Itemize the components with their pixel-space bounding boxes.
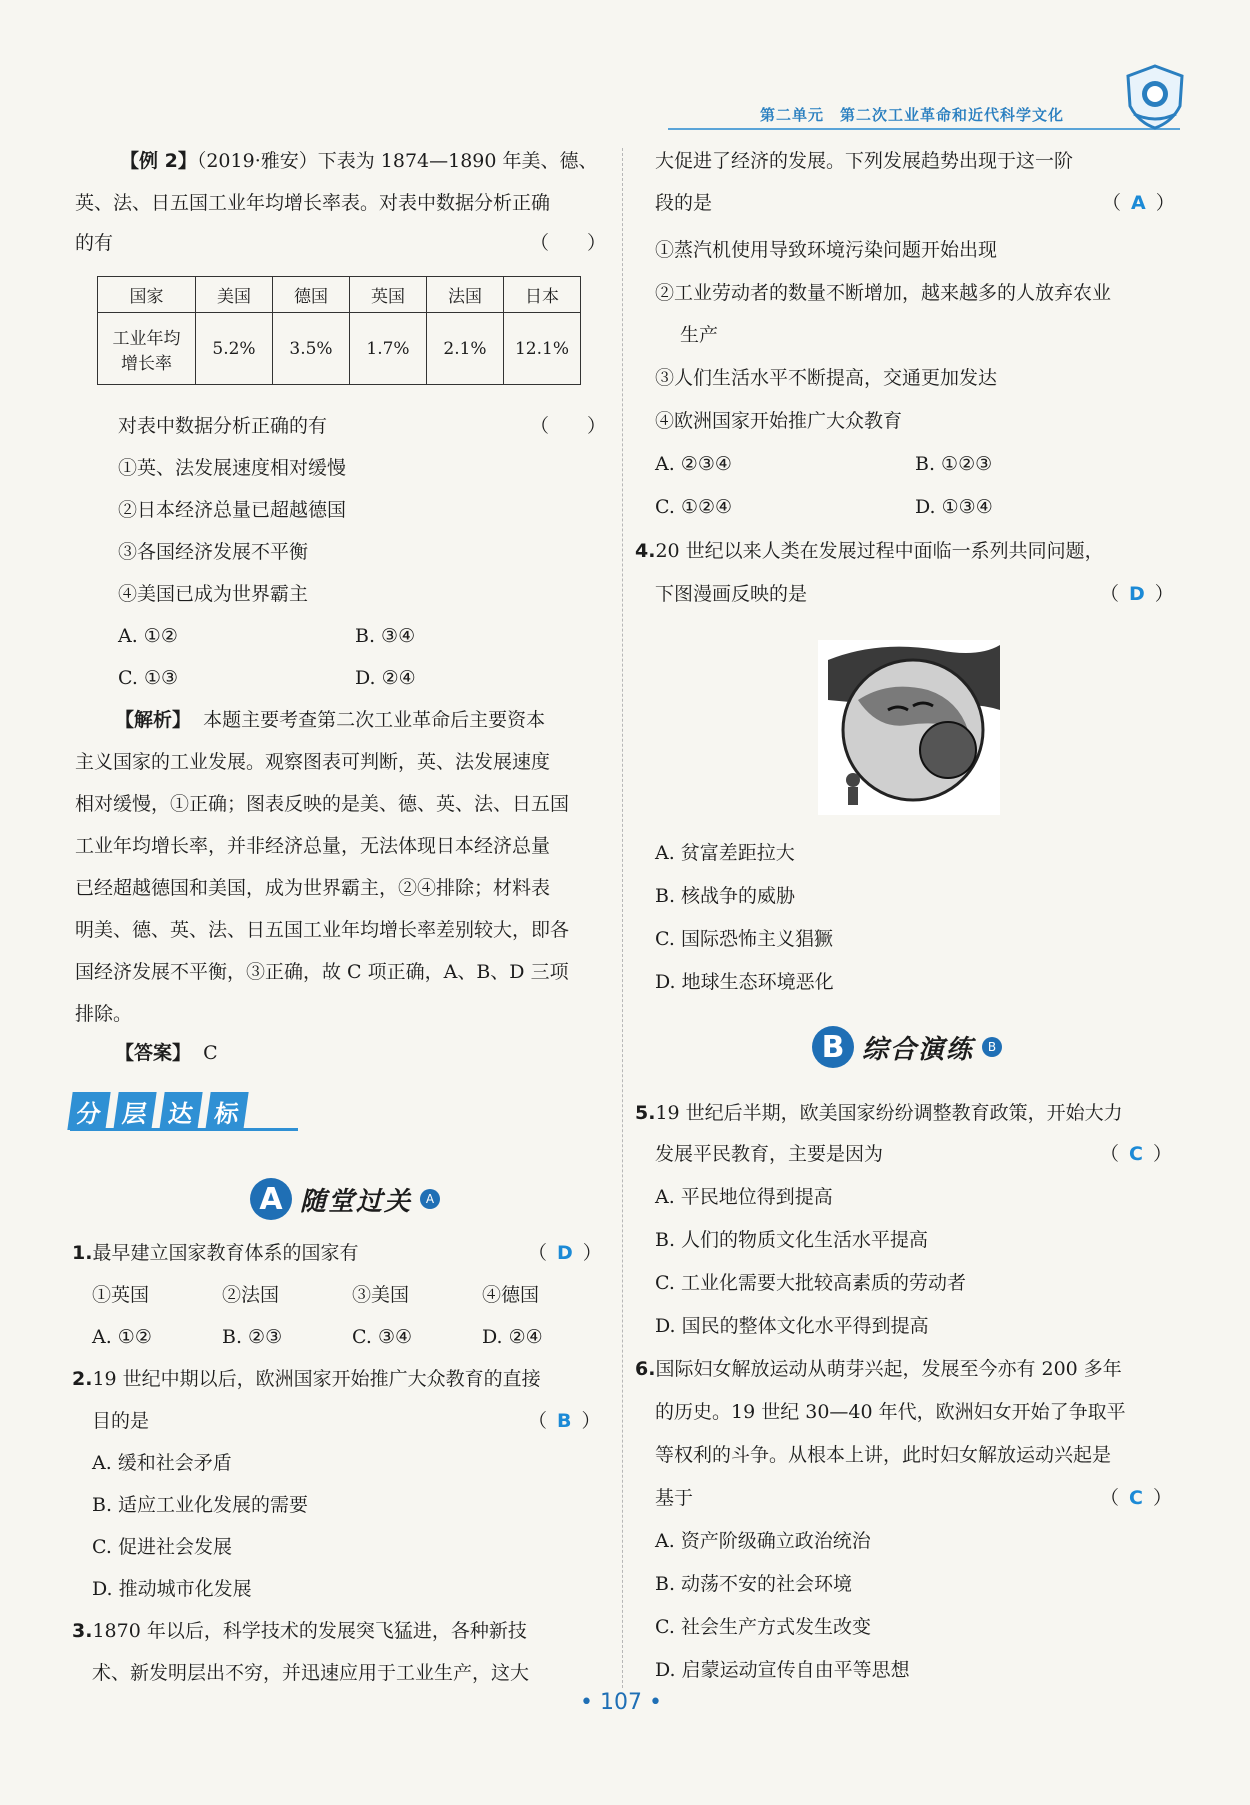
q6-choice-c: C. 社会生产方式发生改变 — [655, 1616, 871, 1638]
section-b-sub: B — [982, 1037, 1002, 1057]
table-country: 英国 — [350, 277, 427, 313]
example-stem-line-2: 英、法、日五国工业年均增长率表。对表中数据分析正确 — [75, 192, 551, 214]
answer-line — [115, 1040, 218, 1066]
table-header-label: 国家 — [98, 277, 196, 313]
header-rule — [668, 128, 1180, 130]
q4-stem-line-1: 4.20 世纪以来人类在发展过程中面临一系列共同问题， — [635, 540, 1104, 562]
q5-stem-line-2: 发展平民教育，主要是因为 — [655, 1143, 884, 1165]
q6-stem-line-4: 基于 — [655, 1487, 694, 1509]
banner-char: 层 — [113, 1092, 156, 1130]
table-value: 1.7% — [350, 313, 427, 385]
q5-stem-line-1: 5.19 世纪后半期，欧美国家纷纷调整教育政策，开始大力 — [635, 1102, 1123, 1124]
table-country: 法国 — [427, 277, 504, 313]
q1-choice-b: B. ②③ — [222, 1326, 283, 1348]
q4-choice-c: C. 国际恐怖主义猖獗 — [655, 928, 833, 950]
analysis-line-1: 【解析】 本题主要考查第二次工业革命后主要资本 — [115, 709, 546, 731]
analysis-line: 相对缓慢，①正确；图表反映的是美、德、英、法、日五国 — [75, 793, 570, 815]
example-stem-line-1: 【例 2】（2019·雅安）下表为 1874—1890 年美、德、 — [120, 150, 598, 172]
q4-answer: （ D ） — [1100, 583, 1174, 605]
table-country: 美国 — [196, 277, 273, 313]
chapter-header: 第二单元 第二次工业革命和近代科学文化 — [760, 106, 1065, 124]
q6-choice-b: B. 动荡不安的社会环境 — [655, 1573, 853, 1595]
example-choice-c: C. ①③ — [118, 667, 179, 689]
example-stem-line-3: 的有 — [75, 232, 114, 254]
q2-stem-line-1: 2.19 世纪中期以后，欧洲国家开始推广大众教育的直接 — [72, 1368, 541, 1390]
banner-char: 达 — [159, 1092, 202, 1130]
q3-option: ②工业劳动者的数量不断增加，越来越多的人放弃农业 — [655, 282, 1112, 304]
banner-char: 分 — [67, 1092, 110, 1130]
q4-stem-line-2: 下图漫画反映的是 — [655, 583, 808, 605]
q6-stem-line-1: 6.国际妇女解放运动从萌芽兴起，发展至今亦有 200 多年 — [635, 1358, 1122, 1380]
analysis-tag: 【解析】 — [115, 709, 192, 731]
q3-stem-line-3: 大促进了经济的发展。下列发展趋势出现于这一阶 — [655, 150, 1074, 172]
q4-choice-b: B. 核战争的威胁 — [655, 885, 796, 907]
example-paren: （ ） — [530, 232, 607, 254]
q6-answer: （ C ） — [1100, 1487, 1172, 1509]
q3-choice-d: D. ①③④ — [915, 496, 993, 518]
example-choice-b: B. ③④ — [355, 625, 416, 647]
q3-stem-line-4: 段的是 — [655, 192, 713, 214]
column-divider — [622, 148, 623, 1688]
q3-option: ④欧洲国家开始推广大众教育 — [655, 410, 903, 432]
q1-choice-c: C. ③④ — [352, 1326, 413, 1348]
q5-choice-d: D. 国民的整体文化水平得到提高 — [655, 1315, 929, 1337]
q4-choice-a: A. 贫富差距拉大 — [655, 842, 795, 864]
q2-answer: （ B ） — [528, 1410, 601, 1432]
answer-value: C — [203, 1042, 218, 1064]
q2-choice-c: C. 促进社会发展 — [92, 1536, 232, 1558]
q1-option: ②法国 — [222, 1284, 280, 1306]
q3-option: ③人们生活水平不断提高，交通更加发达 — [655, 367, 998, 389]
table-country: 日本 — [504, 277, 581, 313]
table-value: 2.1% — [427, 313, 504, 385]
q2-choice-d: D. 推动城市化发展 — [92, 1578, 252, 1600]
q1-option: ①英国 — [92, 1284, 150, 1306]
q5-choice-c: C. 工业化需要大批较高素质的劳动者 — [655, 1272, 966, 1294]
q2-choice-b: B. 适应工业化发展的需要 — [92, 1494, 309, 1516]
q6-choice-d: D. 启蒙运动宣传自由平等思想 — [655, 1659, 910, 1681]
q3-option: ①蒸汽机使用导致环境污染问题开始出现 — [655, 239, 998, 261]
analysis-line: 已经超越德国和美国，成为世界霸主，②④排除；材料表 — [75, 877, 551, 899]
page-number: • 107 • — [580, 1690, 662, 1715]
q4-choice-d: D. 地球生态环境恶化 — [655, 971, 834, 993]
example-question: 对表中数据分析正确的有 — [118, 415, 328, 437]
table-value: 12.1% — [504, 313, 581, 385]
q1-stem: 1.最早建立国家教育体系的国家有 — [72, 1242, 359, 1264]
example-choice-d: D. ②④ — [355, 667, 416, 689]
q3-stem-line-1: 3.1870 年以后，科学技术的发展突飞猛进，各种新技 — [72, 1620, 527, 1642]
banner-char: 标 — [205, 1092, 248, 1130]
section-banner — [70, 1091, 246, 1131]
q3-choice-c: C. ①②④ — [655, 496, 733, 518]
q5-choice-b: B. 人们的物质文化生活水平提高 — [655, 1229, 929, 1251]
table-value: 3.5% — [273, 313, 350, 385]
section-a-heading — [250, 1178, 440, 1220]
analysis-line: 排除。 — [75, 1003, 133, 1025]
example-question-paren: （ ） — [530, 415, 607, 437]
q1-option: ④德国 — [482, 1284, 540, 1306]
q1-choice-d: D. ②④ — [482, 1326, 543, 1348]
q3-stem-line-2: 术、新发明层出不穷，并迅速应用于工业生产，这大 — [92, 1662, 530, 1684]
section-b-title: 综合演练 — [862, 1034, 975, 1065]
table-row-label: 工业年均 增长率 — [98, 313, 196, 385]
q1-choice-a: A. ①② — [92, 1326, 152, 1348]
section-b-letter: B — [812, 1026, 854, 1068]
example-option: ④美国已成为世界霸主 — [118, 583, 309, 605]
table-value: 5.2% — [196, 313, 273, 385]
table-country: 德国 — [273, 277, 350, 313]
example-option: ①英、法发展速度相对缓慢 — [118, 457, 347, 479]
q3-option-cont: 生产 — [680, 324, 719, 346]
q5-choice-a: A. 平民地位得到提高 — [655, 1186, 833, 1208]
answer-tag: 【答案】 — [115, 1042, 192, 1064]
q2-stem-line-2: 目的是 — [92, 1410, 150, 1432]
example-tag: 【例 2】 — [120, 150, 197, 172]
section-a-sub: A — [420, 1189, 440, 1209]
q6-stem-line-3: 等权利的斗争。从根本上讲，此时妇女解放运动兴起是 — [655, 1444, 1112, 1466]
q1-option: ③美国 — [352, 1284, 410, 1306]
q6-stem-line-2: 的历史。19 世纪 30—40 年代，欧洲妇女开始了争取平 — [655, 1401, 1126, 1423]
section-b-heading — [812, 1026, 1002, 1068]
growth-rate-table — [97, 276, 581, 385]
q3-choice-b: B. ①②③ — [915, 453, 993, 475]
analysis-line: 工业年均增长率，并非经济总量，无法体现日本经济总量 — [75, 835, 551, 857]
q6-choice-a: A. 资产阶级确立政治统治 — [655, 1530, 871, 1552]
q5-answer: （ C ） — [1100, 1143, 1172, 1165]
example-option: ③各国经济发展不平衡 — [118, 541, 309, 563]
analysis-line: 国经济发展不平衡，③正确，故 C 项正确，A、B、D 三项 — [75, 961, 569, 983]
section-a-title: 随堂过关 — [300, 1186, 413, 1217]
banner-rule — [70, 1128, 298, 1131]
q3-choice-a: A. ②③④ — [655, 453, 732, 475]
earth-cartoon-image — [818, 640, 1000, 815]
q2-choice-a: A. 缓和社会矛盾 — [92, 1452, 232, 1474]
example-option: ②日本经济总量已超越德国 — [118, 499, 347, 521]
section-a-letter: A — [250, 1178, 292, 1220]
q3-answer: （ A ） — [1102, 192, 1175, 214]
school-shield-logo — [1120, 62, 1190, 132]
analysis-line: 明美、德、英、法、日五国工业年均增长率差别较大，即各 — [75, 919, 570, 941]
q1-answer: （ D ） — [528, 1242, 602, 1264]
example-choice-a: A. ①② — [118, 625, 178, 647]
analysis-line: 主义国家的工业发展。观察图表可判断，英、法发展速度 — [75, 751, 551, 773]
